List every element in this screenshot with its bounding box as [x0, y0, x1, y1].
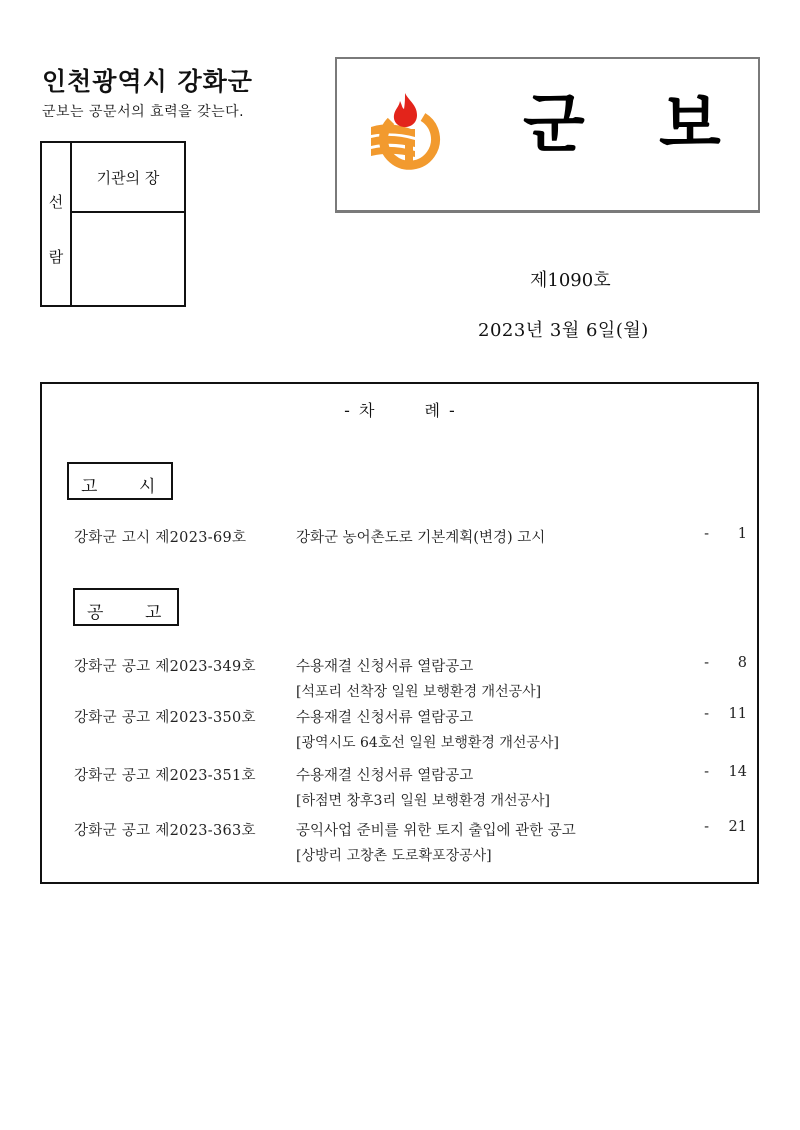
approval-side-label [42, 143, 72, 305]
toc-entry[interactable] [74, 819, 747, 864]
section-label-char: 공 [87, 603, 104, 623]
issue-date: 2023년 3월 6일(월) [478, 320, 649, 341]
entry-title[interactable]: 강화군 농어촌도로 기본계획(변경) 고시 [296, 530, 546, 546]
entry-page-number: 8 [737, 655, 747, 671]
entry-reference: 강화군 공고 제2023-363호 [74, 823, 256, 839]
section-label-char: 고 [81, 477, 98, 497]
entry-dash: - [704, 706, 709, 722]
entry-subtitle: [하점면 창후3리 일원 보행환경 개선공사] [296, 793, 551, 809]
toc-entry[interactable] [74, 706, 747, 751]
section-label-char: 시 [139, 477, 156, 497]
section-label-announcement [73, 588, 179, 626]
approval-side-char: 선 [48, 193, 64, 211]
entry-dash: - [704, 764, 709, 780]
entry-page-number: 11 [728, 706, 747, 722]
toc-entry[interactable] [74, 526, 747, 548]
entry-reference: 강화군 공고 제2023-349호 [74, 659, 256, 675]
approval-sign-area [72, 213, 184, 305]
toc-entry[interactable] [74, 764, 747, 809]
entry-subtitle: [광역시도 64호선 일원 보행환경 개선공사] [296, 735, 559, 751]
entry-page-number: 1 [737, 526, 747, 542]
approval-box [40, 141, 186, 307]
toc-entry[interactable] [74, 655, 747, 700]
organization-subtitle: 군보는 공문서의 효력을 갖는다. [42, 104, 245, 120]
entry-title[interactable]: 수용재결 신청서류 열람공고 [296, 659, 474, 675]
entry-page-number: 14 [728, 764, 747, 780]
masthead [335, 57, 760, 213]
entry-title[interactable]: 수용재결 신청서류 열람공고 [296, 768, 474, 784]
section-label-char: 고 [145, 603, 162, 623]
entry-title[interactable]: 공익사업 준비를 위한 토지 출입에 관한 공고 [296, 823, 576, 839]
entry-dash: - [704, 526, 709, 542]
entry-reference: 강화군 고시 제2023-69호 [74, 530, 247, 546]
section-label-notice [67, 462, 173, 500]
entry-page-number: 21 [728, 819, 747, 835]
toc-title [42, 398, 757, 421]
entry-reference: 강화군 공고 제2023-350호 [74, 710, 256, 726]
ganghwa-county-emblem-icon [365, 91, 455, 173]
toc-title-left: - 차 [344, 401, 375, 420]
toc-title-right: 례 - [424, 401, 455, 420]
entry-dash: - [704, 819, 709, 835]
entry-dash: - [704, 655, 709, 671]
entry-reference: 강화군 공고 제2023-351호 [74, 768, 256, 784]
approval-head-label: 기관의 장 [72, 143, 184, 213]
organization-title: 인천광역시 강화군 [42, 67, 253, 96]
entry-title[interactable]: 수용재결 신청서류 열람공고 [296, 710, 474, 726]
entry-subtitle: [석포리 선착장 일원 보행환경 개선공사] [296, 684, 542, 700]
masthead-title-char: 군 [523, 88, 585, 162]
approval-side-char: 람 [48, 248, 64, 266]
masthead-title-char: 보 [659, 88, 721, 162]
issue-number: 제1090호 [530, 270, 611, 291]
entry-subtitle: [상방리 고창촌 도로확포장공사] [296, 848, 492, 864]
table-of-contents [40, 382, 759, 884]
